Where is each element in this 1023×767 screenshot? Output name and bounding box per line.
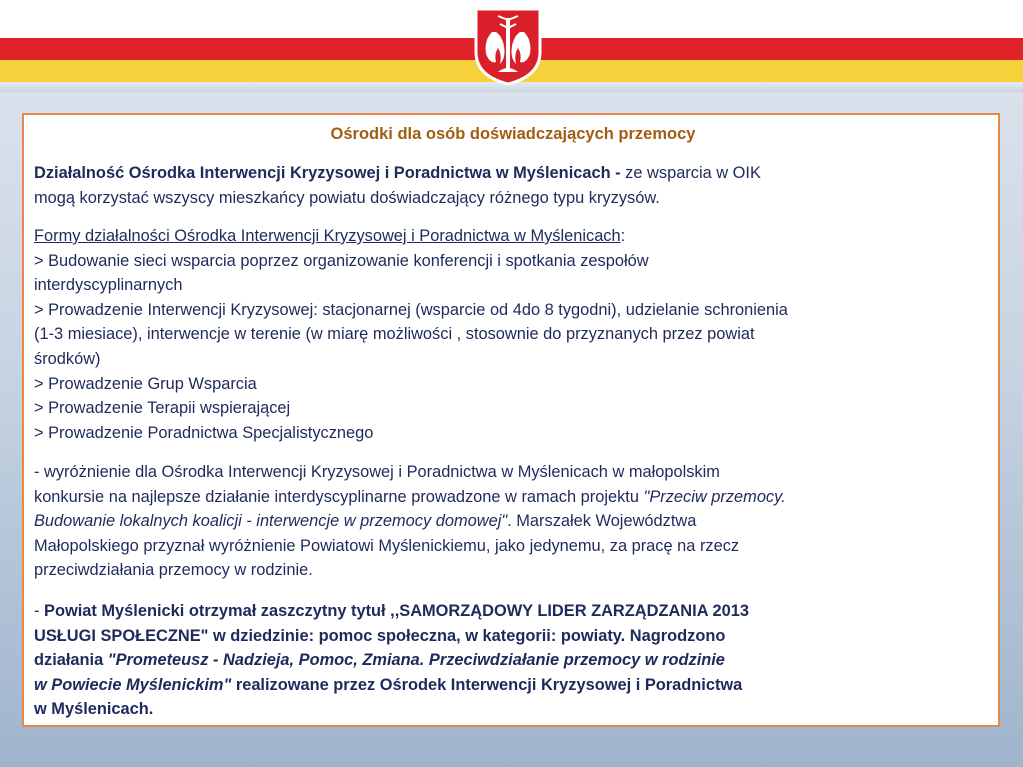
award1-line: - wyróżnienie dla Ośrodka Interwencji Kryzysowej i Poradnictwa w Myślenicach w małopolskim xyxy=(34,463,720,481)
award1-project-title: "Przeciw przemocy. xyxy=(643,487,786,506)
award2-line: Powiat Myślenicki otrzymał zaszczytny tytuł ,,SAMORZĄDOWY LIDER ZARZĄDZANIA 2013 xyxy=(44,602,749,620)
list-item: interdyscyplinarnych xyxy=(34,276,183,295)
award1-project-title: Budowanie lokalnych koalicji - interwencje w przemocy domowej" xyxy=(34,512,508,531)
page-title: Ośrodki dla osób doświadczających przemocy xyxy=(330,125,696,143)
award1-line: przeciwdziałania przemocy w rodzinie. xyxy=(34,561,313,580)
award2-line: USŁUGI SPOŁECZNE" w dziedzinie: pomoc społeczna, w kategorii: powiaty. Nagrodzono xyxy=(34,626,726,645)
award1-line: . Marszałek Województwa xyxy=(507,512,697,531)
award2-line: w Myślenicach. xyxy=(34,700,154,719)
list-item: (1-3 miesiace), interwencje w terenie (w miarę możliwości , stosownie do przyznanych przez powiat xyxy=(34,325,755,344)
award1-line: konkursie na najlepsze działanie interdyscyplinarne prowadzone w ramach projektu xyxy=(34,487,644,506)
content-panel xyxy=(22,113,1000,727)
intro-text-2: mogą korzystać wszyscy mieszkańcy powiatu doświadczający różnego typu kryzysów. xyxy=(34,188,660,207)
list-item: > Prowadzenie Interwencji Kryzysowej: stacjonarnej (wsparcie od 4do 8 tygodni), udzielanie schronienia xyxy=(34,300,788,319)
intro-paragraph xyxy=(34,161,990,210)
forms-section xyxy=(34,224,990,445)
award2-dash: - xyxy=(34,602,45,620)
award2-project-title: "Prometeusz - Nadzieja, Pomoc, Zmiana. Przeciwdziałanie przemocy w rodzinie xyxy=(107,651,725,670)
list-item: > Prowadzenie Poradnictwa Specjalistycznego xyxy=(34,423,374,442)
forms-heading: Formy działalności Ośrodka Interwencji Kryzysowej i Poradnictwa w Myślenicach xyxy=(34,227,621,245)
intro-text-1: ze wsparcia w OIK xyxy=(620,164,761,182)
list-item: środków) xyxy=(34,349,101,368)
award2-line: realizowane przez Ośrodek Interwencji Kryzysowej i Poradnictwa xyxy=(231,675,743,694)
intro-bold: Działalność Ośrodka Interwencji Kryzysowej i Poradnictwa w Myślenicach - xyxy=(34,164,621,182)
award-paragraph-1 xyxy=(34,460,990,583)
award2-line: działania xyxy=(34,651,108,670)
list-item: > Prowadzenie Grup Wsparcia xyxy=(34,374,257,393)
list-item: > Budowanie sieci wsparcia poprzez organizowanie konferencji i spotkania zespołów xyxy=(34,251,649,270)
list-item: > Prowadzenie Terapii wspierającej xyxy=(34,399,291,418)
award2-project-title: w Powiecie Myślenickim" xyxy=(34,675,232,694)
award-paragraph-2 xyxy=(34,599,990,722)
forms-colon: : xyxy=(620,227,626,245)
coat-of-arms-eagle-icon xyxy=(472,6,544,86)
award1-line: Małopolskiego przyznał wyróżnienie Powiatowi Myślenickiemu, jako jedynemu, za pracę na rzecz xyxy=(34,536,740,555)
